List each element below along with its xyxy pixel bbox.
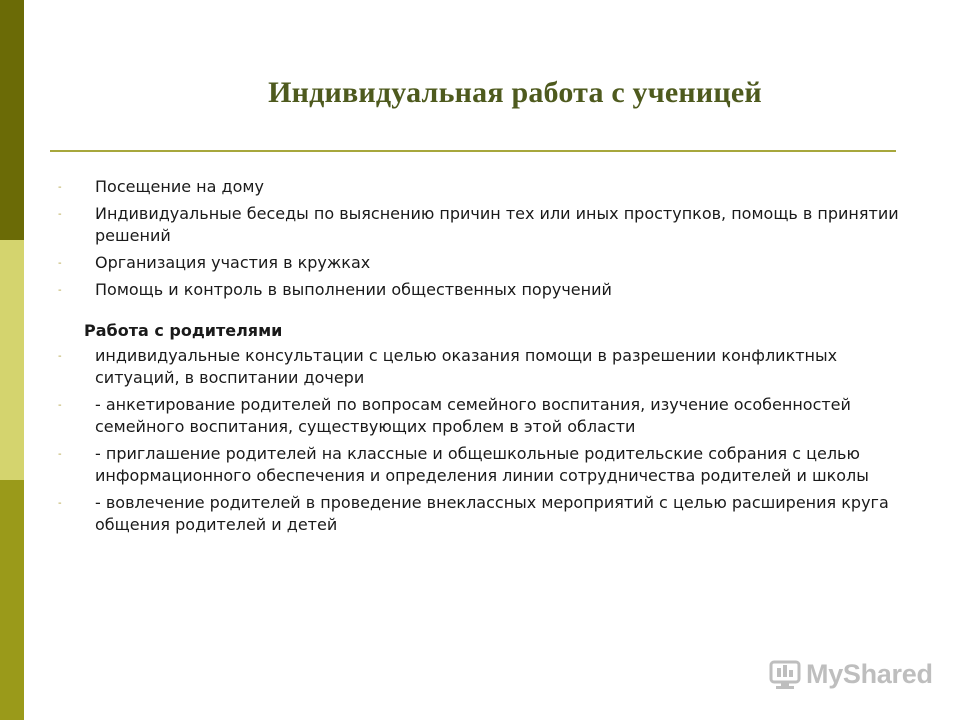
bullet-dash: -: [58, 449, 62, 460]
list-item-text: - вовлечение родителей в проведение внеклассных мероприятий с целью расширения круга общения родителей и детей: [95, 493, 889, 534]
slide-title: Индивидуальная работа с ученицей: [268, 76, 762, 109]
bullet-dash: -: [58, 400, 62, 411]
mysharer-logo-icon: [768, 657, 802, 691]
student-work-list: [56, 176, 916, 301]
list-item: [56, 279, 916, 301]
bullet-dash: -: [58, 209, 62, 220]
bullet-dash: -: [58, 258, 62, 269]
list-item-text: Организация участия в кружках: [95, 253, 371, 272]
list-item-text: Посещение на дому: [95, 177, 264, 196]
watermark: [768, 654, 933, 694]
bullet-dash: -: [58, 498, 62, 509]
bullet-dash: -: [58, 182, 62, 193]
bullet-dash: -: [58, 351, 62, 362]
list-item: [56, 443, 916, 487]
list-item-text: индивидуальные консультации с целью оказания помощи в разрешении конфликтных ситуаций, в воспитании дочери: [95, 346, 838, 387]
list-item: [56, 252, 916, 274]
list-item: [56, 345, 916, 389]
parents-work-list: [56, 345, 916, 536]
slide-content: [56, 176, 916, 541]
list-item: [56, 492, 916, 536]
parents-section-heading: Работа с родителями: [84, 321, 283, 340]
side-bar-middle-segment: [0, 240, 24, 480]
list-item-text: Помощь и контроль в выполнении общественных поручений: [95, 280, 612, 299]
list-item: [56, 176, 916, 198]
title-underline: [50, 150, 896, 152]
bullet-dash: -: [58, 285, 62, 296]
side-bar-bottom-segment: [0, 480, 24, 720]
list-item-text: - приглашение родителей на классные и общешкольные родительские собрания с целью информационного обеспечения и определения линии сотрудничества родителей и школы: [95, 444, 869, 485]
list-item-text: - анкетирование родителей по вопросам семейного воспитания, изучение особенностей семейного воспитания, существующих проблем в этой области: [95, 395, 851, 436]
watermark-text: MyShared: [806, 658, 933, 689]
list-item-text: Индивидуальные беседы по выяснению причин тех или иных проступков, помощь в принятии решений: [95, 204, 899, 245]
list-item: [56, 394, 916, 438]
list-item: [56, 203, 916, 247]
side-bar-top-segment: [0, 0, 24, 240]
